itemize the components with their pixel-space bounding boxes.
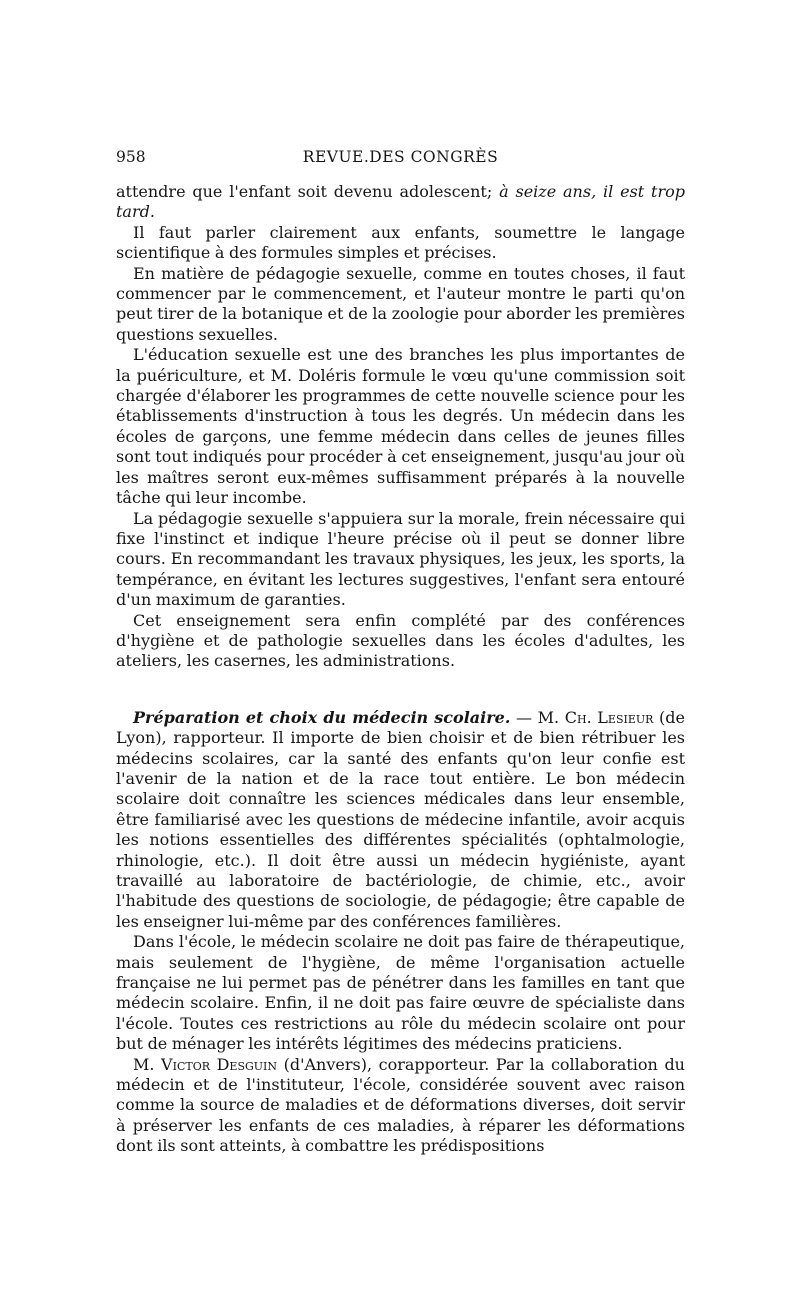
paragraph: M. Victor Desguin (d'Anvers), corapporteur. Par la collaboration du médecin et de l'instituteur, l'école, considérée souvent avec raison comme la source de maladies et de déformations diverses, doit servir à préserver les enfants de ces maladies, à réparer les déformations dont ils sont atteints, à combattre les prédispositions [116, 1054, 685, 1156]
section-sexual-education [116, 182, 685, 672]
paragraph: Cet enseignement sera enfin complété par des conférences d'hygiène et de pathologie sexuelles dans les écoles d'adultes, les ateliers, les casernes, les administrations. [116, 610, 685, 671]
italic-phrase: à seize ans, il est trop tard. [116, 182, 685, 222]
paragraph: Dans l'école, le médecin scolaire ne doit pas faire de thérapeutique, mais seulement de l'hygiène, de même l'organisation actuelle française ne lui permet pas de pénétrer dans les familles en tant que médecin scolaire. Enfin, il ne doit pas faire œuvre de spécialiste dans l'école. Toutes ces restrictions au rôle du médecin scolaire ont pour but de ménager les intérêts légitimes des médecins praticiens. [116, 932, 685, 1054]
paragraph: L'éducation sexuelle est une des branches les plus importantes de la puériculture, et M. Doléris formule le vœu qu'une commission soit chargée d'élaborer les programmes de cette nouvelle science pour les établissements d'instruction à tous les degrés. Un médecin dans les écoles de garçons, une femme médecin dans celles de jeunes filles sont tout indiqués pour procéder à cet enseignement, jusqu'au jour où les maîtres seront eux-mêmes suffisamment préparés à la nouvelle tâche qui leur incombe. [116, 345, 685, 508]
paragraph: Il faut parler clairement aux enfants, soumettre le langage scientifique à des formules simples et précises. [116, 222, 685, 263]
section-spacer [116, 672, 685, 708]
paragraph-continuation: attendre que l'enfant soit devenu adolescent; à seize ans, il est trop tard. [116, 182, 685, 222]
author-surname: Desguin [216, 1054, 278, 1074]
author-name: Victor [161, 1054, 211, 1074]
paragraph: En matière de pédagogie sexuelle, comme en toutes choses, il faut commencer par le commencement, et l'auteur montre le parti qu'on peut tirer de la botanique et de la zoologie pour aborder les premières questions sexuelles. [116, 263, 685, 344]
section-opening-paragraph: Préparation et choix du médecin scolaire. — M. Ch. Lesieur (de Lyon), rapporteur. Il importe de bien choisir et de bien rétribuer les médecins scolaires, car la santé des enfants qu'on leur confie est l'avenir de la nation et de la race tout entière. Le bon médecin scolaire doit connaître les sciences médicales dans leur ensemble, être familiarisé avec les questions de médecine infantile, avoir acquis les notions essentielles des différentes spécialités (ophtalmologie, rhinologie, etc.). Il doit être aussi un médecin hygiéniste, ayant travaillé au laboratoire de bactériologie, de chimie, etc., avoir l'habitude des questions de sociologie, de pédagogie; être capable de les enseigner lui-même par des conférences familières. [116, 707, 685, 931]
author-surname: Lesieur [597, 707, 654, 727]
section-school-doctor [116, 708, 685, 1157]
running-head [116, 148, 685, 172]
author-name: Ch. [564, 707, 592, 727]
paragraph: La pédagogie sexuelle s'appuiera sur la morale, frein nécessaire qui fixe l'instinct et indique l'heure précise où il peut se donner libre cours. En recommandant les travaux physiques, les jeux, les sports, la tempérance, en évitant les lectures suggestives, l'enfant sera entouré d'un maximum de garanties. [116, 508, 685, 610]
section-heading: Préparation et choix du médecin scolaire. [133, 707, 511, 727]
book-page [116, 148, 685, 1157]
page-number: 958 [116, 148, 146, 166]
running-title: REVUE.DES CONGRÈS [302, 148, 499, 166]
